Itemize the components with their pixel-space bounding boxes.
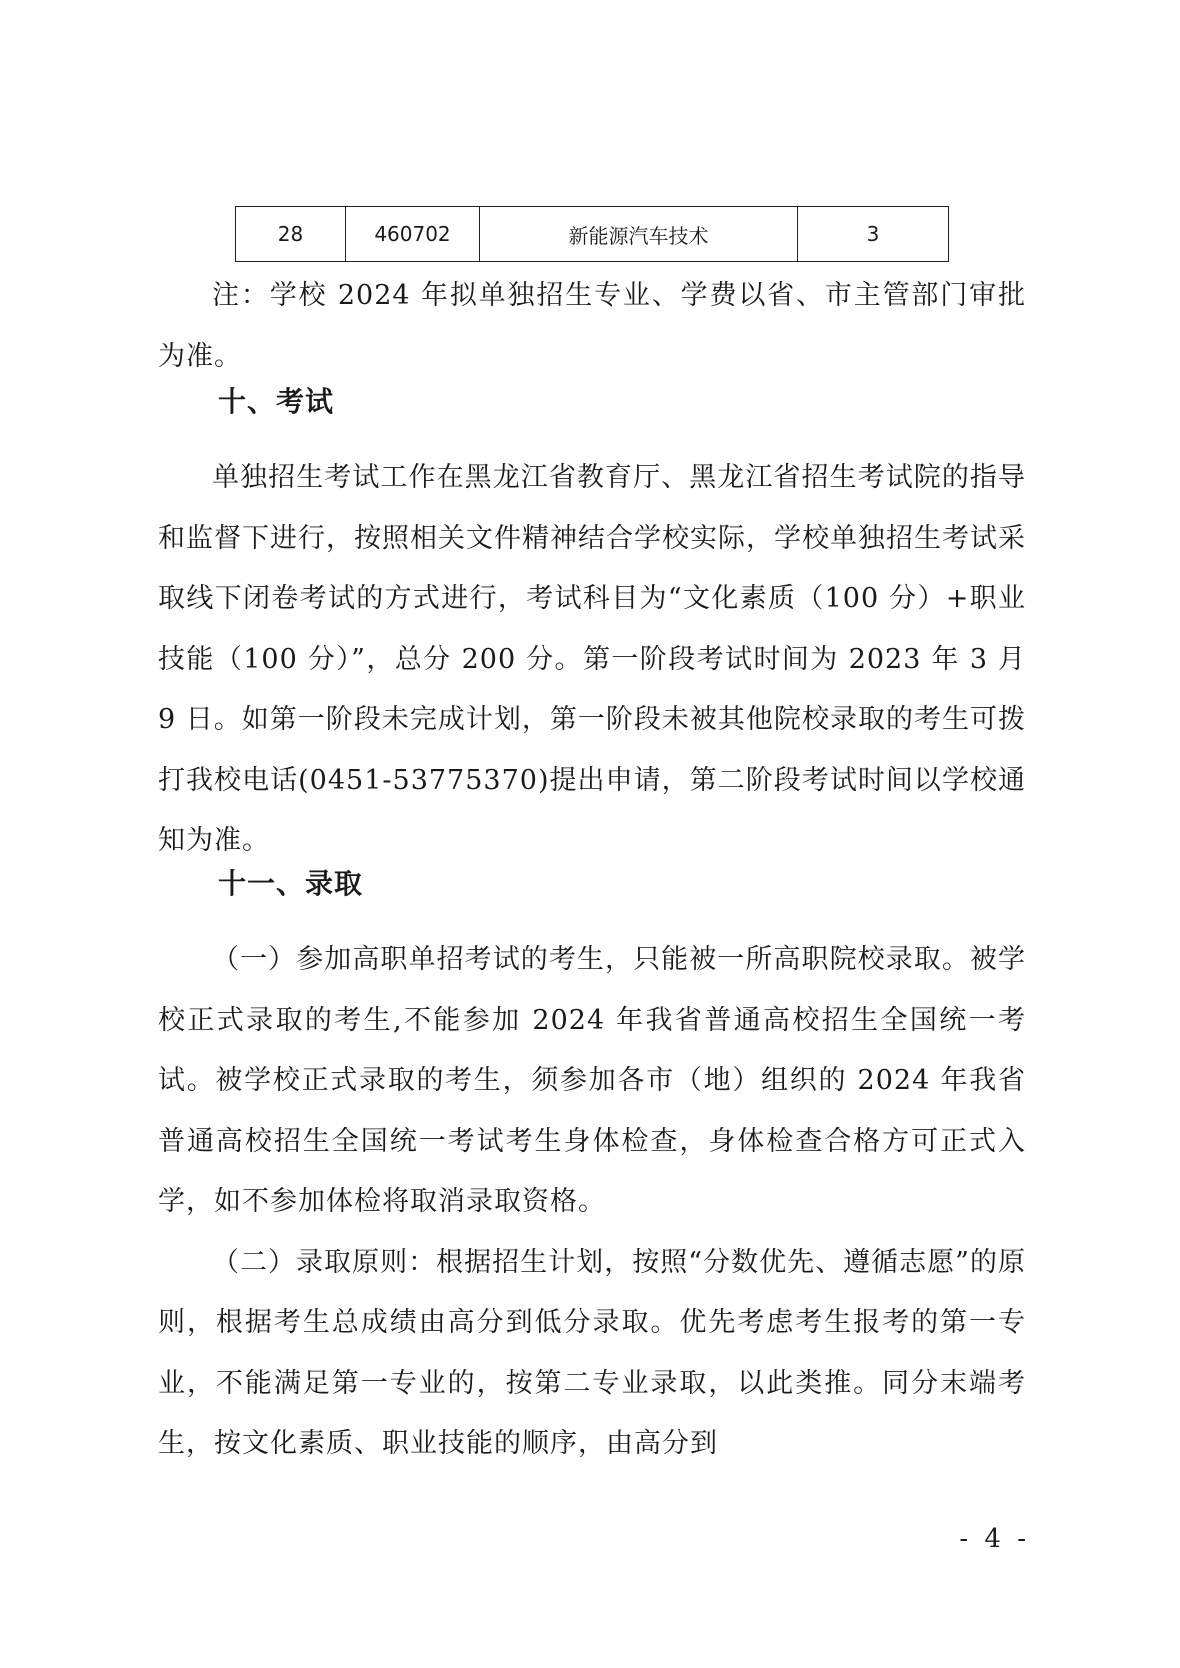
- section-11-paragraph-2: （二）录取原则：根据招生计划，按照“分数优先、遵循志愿”的原则，根据考生总成绩由高分到低分录取。优先考虑考生报考的第一专业，不能满足第一专业的，按第二专业录取，以此类推。同分末端考生，按文化素质、职业技能的顺序，由高分到: [158, 1246, 1026, 1459]
- section-10-body: [158, 448, 1026, 872]
- page-number: - 4 -: [959, 1524, 1030, 1554]
- section-10-paragraph: 单独招生考试工作在黑龙江省教育厅、黑龙江省招生考试院的指导和监督下进行，按照相关文件精神结合学校实际，学校单独招生考试采取线下闭卷考试的方式进行，考试科目为“文化素质（100 分）+职业技能（100 分）”，总分 200 分。第一阶段考试时间为 2023 年 3 月 9 日。如第一阶段未完成计划，第一阶段未被其他院校录取的考生可拨打我校电话(0451-53775370)提出申请，第二阶段考试时间以学校通知为准。: [158, 462, 1026, 856]
- cell-number: 28: [236, 207, 346, 262]
- cell-major-name: 新能源汽车技术: [480, 207, 798, 262]
- cell-plan-count: 3: [798, 207, 949, 262]
- section-11-body: [158, 930, 1026, 1475]
- major-table: [235, 206, 949, 262]
- section-11-paragraph-1: （一）参加高职单招考试的考生，只能被一所高职院校录取。被学校正式录取的考生,不能参加 2024 年我省普通高校招生全国统一考试。被学校正式录取的考生，须参加各市（地）组织的 2024 年我省普通高校招生全国统一考试考生身体检查，身体检查合格方可正式入学，如不参加体检将取消录取资格。: [158, 944, 1026, 1217]
- cell-major-code: 460702: [346, 207, 480, 262]
- note-block: [158, 266, 1026, 387]
- section-11-heading: 十一、录取: [218, 867, 364, 900]
- section-10-heading: 十、考试: [218, 385, 335, 418]
- note-paragraph: 注：学校 2024 年拟单独招生专业、学费以省、市主管部门审批为准。: [158, 280, 1026, 372]
- table-row: [236, 207, 949, 262]
